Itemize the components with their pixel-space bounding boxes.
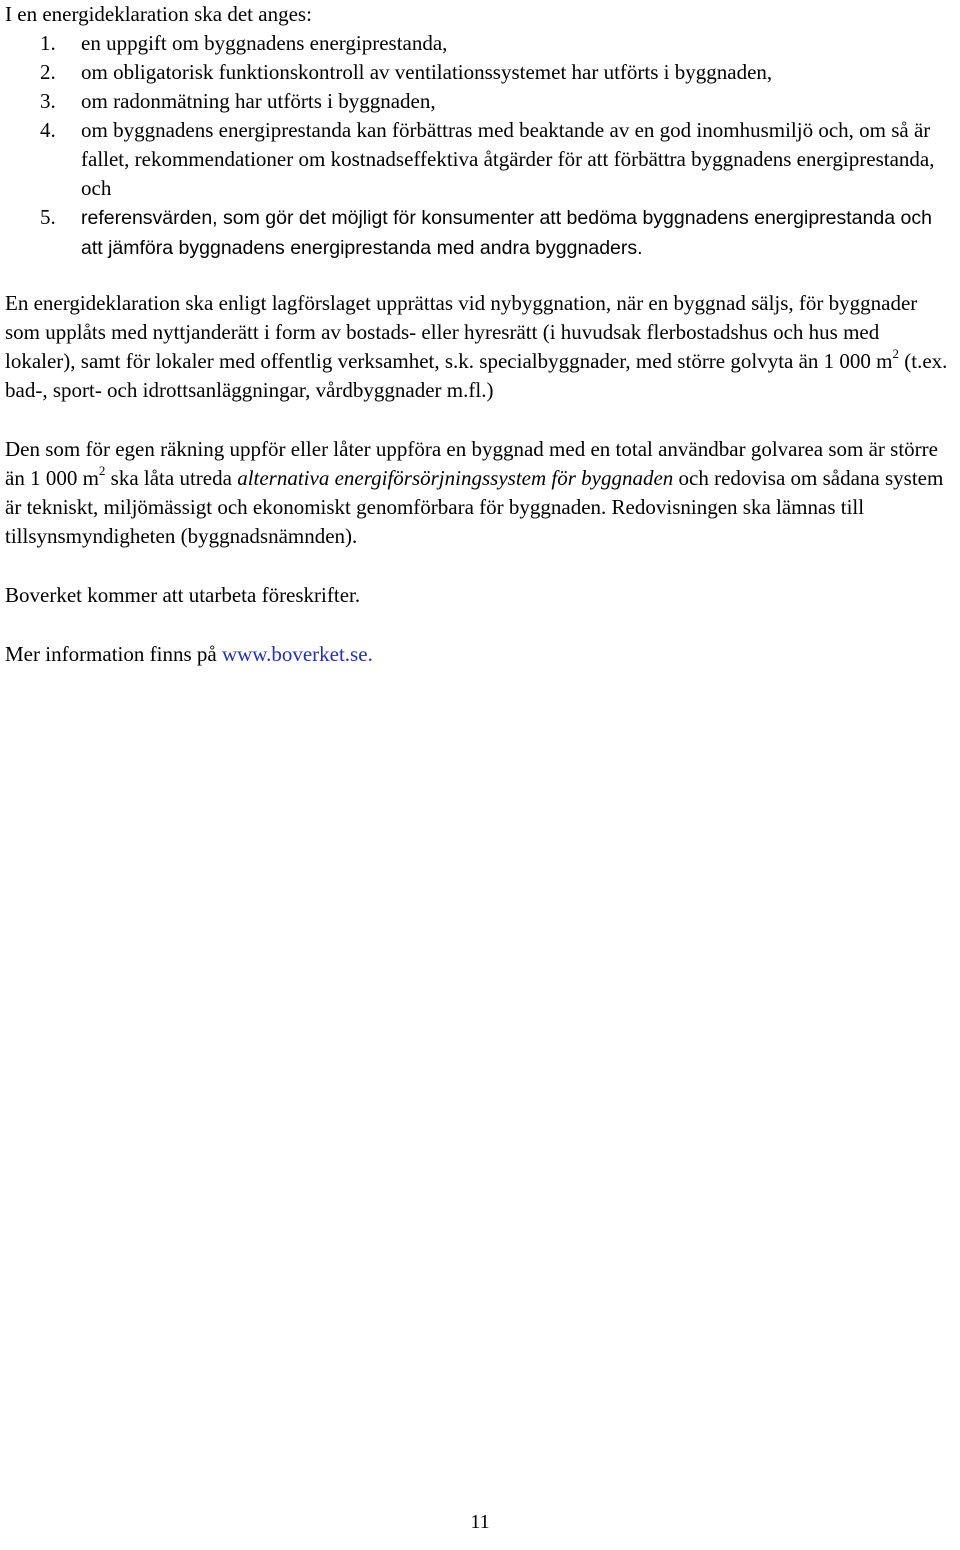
requirements-list <box>5 29 955 263</box>
list-item-number: 4. <box>40 118 56 142</box>
list-item <box>5 203 955 263</box>
paragraph-text: (t.ex. bad-, sport- och idrottsanläggningar, vårdbyggnader m.fl.) <box>5 349 948 402</box>
paragraph-text: ska låta utreda <box>105 466 238 490</box>
italic-phrase: alternativa energiförsörjningssystem för byggnaden <box>237 466 674 490</box>
list-item-text: om obligatorisk funktionskontroll av ventilationssystemet har utförts i byggnaden, <box>81 60 773 84</box>
list-item-text: om byggnadens energiprestanda kan förbättras med beaktande av en god inomhusmiljö och, om så är fallet, rekommendationer om kostnadseffektiva åtgärder för att förbättra byggnadens energiprestanda, och <box>81 118 935 200</box>
paragraph-more-info <box>5 640 955 669</box>
list-item <box>5 58 955 87</box>
document-page <box>5 0 955 669</box>
paragraph-text: Den som för egen räkning uppför eller låter uppföra en byggnad med en total användbar golvarea som är större än 1 000 m <box>5 437 938 490</box>
list-item-number: 3. <box>40 89 56 113</box>
paragraph-alternative-systems <box>5 435 955 551</box>
paragraph-text: En energideklaration ska enligt lagförslaget upprättas vid nybyggnation, när en byggnad säljs, för byggnader som upplåts med nyttjanderätt i form av bostads- eller hyresrätt (i huvudsak flerbostadshus och hus med lokaler), samt för lokaler med offentlig verksamhet, s.k. specialbyggnader, med större golvyta än 1 000 m <box>5 291 918 373</box>
list-item-number: 5. <box>40 205 56 229</box>
paragraph-regulations: Boverket kommer att utarbeta föreskrifter. <box>5 583 361 607</box>
superscript: 2 <box>892 346 900 361</box>
link-period: . <box>367 642 373 666</box>
superscript: 2 <box>98 463 106 478</box>
paragraph-declaration-scope <box>5 289 955 405</box>
list-item <box>5 87 955 116</box>
list-item <box>5 29 955 58</box>
paragraph-text: och redovisa om sådana system är tekniskt, miljömässigt och ekonomiskt genomförbara för byggnaden. Redovisningen ska lämnas till tillsynsmyndigheten (byggnadsnämnden). <box>5 466 944 548</box>
list-item-text: om radonmätning har utförts i byggnaden, <box>81 89 436 113</box>
list-item-text: en uppgift om byggnadens energiprestanda, <box>81 31 448 55</box>
paragraph-text: Mer information finns på <box>5 642 222 666</box>
list-item-number: 2. <box>40 60 56 84</box>
boverket-link[interactable]: www.boverket.se <box>221 642 368 666</box>
list-item-number: 1. <box>40 31 56 55</box>
list-item <box>5 116 955 203</box>
page-number: 11 <box>470 1511 490 1533</box>
intro-line: I en energideklaration ska det anges: <box>5 2 312 26</box>
list-item-text: referensvärden, som gör det möjligt för konsumenter att bedöma byggnadens energiprestanda och att jämföra byggnadens energiprestanda med andra byggnaders. <box>81 207 932 259</box>
